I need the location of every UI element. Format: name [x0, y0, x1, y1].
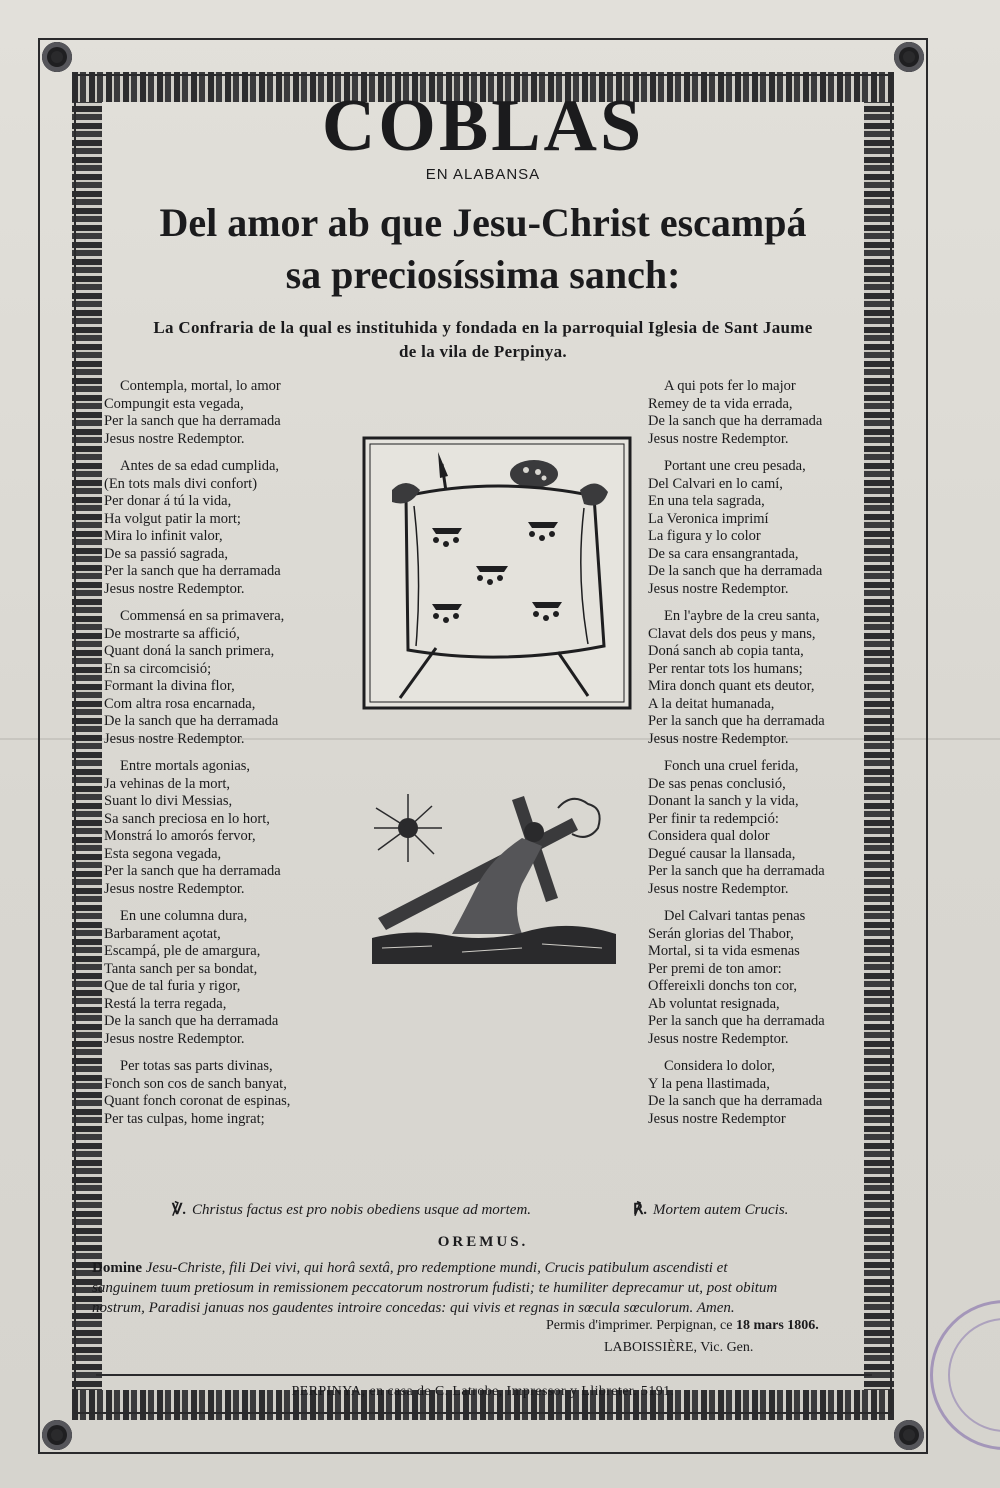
oremus-heading: OREMUS. — [437, 1234, 529, 1250]
verse-line: La Veronica imprimí — [648, 510, 769, 527]
verse-line: En una tela sagrada, — [648, 493, 765, 509]
verse-line: Quant doná la sanch primera, — [104, 643, 275, 659]
verse-line: De la sanch que ha derramada — [648, 413, 823, 429]
permis-text: Permis d'imprimer. Perpignan, ce — [546, 1318, 733, 1333]
verse-line: Per la sanch que ha derramada — [104, 863, 281, 879]
imprint-line: PERPINYA, en casa de C. Latrobe, Impressor y Llibreter. 5191. — [291, 1384, 675, 1399]
verse-line: Per la sanch que ha derramada — [648, 713, 825, 729]
verse-line: Per la sanch que ha derramada — [104, 413, 281, 429]
verse-line: De mostrarte sa affició, — [104, 625, 240, 642]
verse-line: Offereixli donchs ton cor, — [648, 978, 797, 994]
verse-line: Del Calvari tantas penas — [664, 908, 806, 924]
verse-line: Jesus nostre Redemptor. — [648, 430, 789, 447]
left-stanza — [104, 378, 354, 448]
response — [633, 1200, 788, 1219]
verse-line: Jesus nostre Redemptor. — [648, 730, 789, 747]
verse-line: Sa sanch preciosa en lo hort, — [104, 810, 270, 827]
verse-line: Per donar á tú la vida, — [104, 493, 232, 509]
verse-line: Jesus nostre Redemptor. — [648, 880, 789, 897]
verse-line: Jesus nostre Redemptor. — [104, 1030, 245, 1047]
verse-line: Per totas sas parts divinas, — [120, 1058, 273, 1074]
verse-line: De la sanch que ha derramada — [104, 713, 279, 729]
right-stanza — [648, 458, 878, 598]
verse-line: A la deitat humanada, — [648, 695, 775, 712]
versicle — [172, 1200, 531, 1219]
verse-line: Per la sanch que ha derramada — [648, 863, 825, 879]
verse-line: Compungit esta vegada, — [104, 395, 244, 412]
verse-line: Suant lo divi Messias, — [104, 793, 233, 809]
verse-line: De sa passió sagrada, — [104, 545, 229, 562]
verse-line: La figura y lo color — [648, 528, 761, 544]
verse-line: De sa cara ensangrantada, — [648, 545, 799, 562]
verse-line: Per la sanch que ha derramada — [104, 563, 281, 579]
left-stanza — [104, 758, 354, 898]
verse-line: Escampá, ple de amargura, — [104, 943, 261, 959]
verse-line: Considera lo dolor, — [664, 1058, 775, 1074]
right-stanza — [648, 378, 878, 448]
prayer-text — [92, 1258, 898, 1318]
corner-ornament-icon — [42, 1420, 72, 1450]
verse-line: Commensá en sa primavera, — [120, 608, 285, 624]
corner-ornament-icon — [894, 42, 924, 72]
verse-line: Mortal, si ta vida esmenas — [648, 943, 800, 959]
prayer-line-1 — [92, 1258, 898, 1278]
verse-line: Per la sanch que ha derramada — [648, 1013, 825, 1029]
verse-line: Del Calvari en lo camí, — [648, 475, 783, 492]
verse-line: Ja vehinas de la mort, — [104, 775, 231, 792]
verse-line: Jesus nostre Redemptor. — [104, 580, 245, 597]
verse-line: De sas penas conclusió, — [648, 775, 786, 792]
left-stanza — [104, 1058, 354, 1128]
verse-line: Jesus nostre Redemptor. — [648, 1030, 789, 1047]
verse-line: Formant la divina flor, — [104, 678, 235, 694]
prayer-opening: Domine — [92, 1260, 142, 1276]
verse-line: Esta segona vegada, — [104, 845, 222, 862]
verse-line: Considera qual dolor — [648, 828, 770, 844]
verse-line: Jesus nostre Redemptor — [648, 1110, 786, 1127]
imprint-rule — [96, 1374, 872, 1376]
versicle-text: Christus factus est pro nobis obediens usque ad mortem. — [192, 1202, 532, 1218]
verse-line: De la sanch que ha derramada — [104, 1013, 279, 1029]
verse-line: Per premi de ton amor: — [648, 960, 782, 977]
verses-right-column — [648, 378, 878, 1138]
verse-line: En sa circomcisió; — [104, 660, 212, 677]
verse-line: (En tots mals divi confort) — [104, 475, 258, 492]
verse-line: Barbarament açotat, — [104, 925, 221, 942]
verse-line: Que de tal furia y rigor, — [104, 978, 241, 994]
corner-ornament-icon — [42, 42, 72, 72]
verse-line: Portant une creu pesada, — [664, 458, 806, 474]
verse-line: Mira donch quant ets deutor, — [648, 678, 815, 694]
verse-line: Entre mortals agonias, — [120, 758, 251, 774]
left-stanza — [104, 458, 354, 598]
verse-line: Jesus nostre Redemptor. — [104, 730, 245, 747]
prayer-line-3: nostrum, Paradisi januas nos gaudentes introire concedas: qui vivis et regnas in sœcula sœculorum. Amen. — [92, 1300, 735, 1316]
verse-line: En une columna dura, — [120, 908, 248, 924]
verse-line: Degué causar la llansada, — [648, 845, 796, 862]
versicle-symbol: ℣. — [172, 1202, 187, 1218]
page-title: COBLAS — [321, 85, 645, 167]
verse-line: Restá la terra regada, — [104, 995, 227, 1012]
intro-line-1: La Confraria de la qual es instituhida y fondada en la parroquial Iglesia de Sant Jaume — [153, 318, 813, 337]
verse-line: Fonch una cruel ferida, — [664, 758, 799, 774]
verse-line: De la sanch que ha derramada — [648, 1093, 823, 1109]
printing-permission — [546, 1318, 819, 1334]
verse-line: Jesus nostre Redemptor. — [104, 430, 245, 447]
verse-line: Remey de ta vida errada, — [648, 395, 793, 412]
veil-woodcut-image — [362, 436, 632, 710]
verses-left-column — [104, 378, 354, 1138]
verse-line: Jesus nostre Redemptor. — [648, 580, 789, 597]
permis-date: 18 mars 1806. — [735, 1318, 819, 1333]
verse-line: Serán glorias del Thabor, — [648, 925, 794, 942]
verse-line: Per tas culpas, home ingrat; — [104, 1110, 265, 1127]
heading-line-2: sa preciosíssima sanch: — [285, 252, 681, 297]
verse-line: Clavat dels dos peus y mans, — [648, 625, 816, 642]
verse-line: Quant fonch coronat de espinas, — [104, 1093, 291, 1109]
right-stanza — [648, 908, 878, 1048]
verse-line: Mira lo infinit valor, — [104, 528, 223, 544]
verse-line: Jesus nostre Redemptor. — [104, 880, 245, 897]
left-stanza — [104, 908, 354, 1048]
intro-line-2: de la vila de Perpinya. — [399, 342, 567, 361]
verse-line: Monstrá lo amorós fervor, — [104, 828, 256, 844]
verse-line: Per finir ta redempció: — [648, 810, 779, 827]
vicar-signature: LABOISSIÈRE, Vic. Gen. — [604, 1340, 754, 1355]
prayer-line-1-text: Jesu-Christe, fili Dei vivi, qui horâ sextâ, pro redemptione mundi, Crucis patibulum ascendisti et — [145, 1260, 728, 1276]
verse-line: De la sanch que ha derramada — [648, 563, 823, 579]
response-symbol: ℟. — [633, 1202, 648, 1218]
christ-carrying-cross-image — [372, 788, 616, 964]
verse-line: Ha volgut patir la mort; — [104, 510, 241, 527]
right-stanza — [648, 1058, 878, 1128]
response-text: Mortem autem Crucis. — [653, 1202, 789, 1218]
heading-line-1: Del amor ab que Jesu-Christ escampá — [159, 200, 807, 245]
subtitle: EN ALABANSA — [425, 166, 541, 183]
verse-line: Per rentar tots los humans; — [648, 660, 803, 677]
prayer-line-2: sanguinem tuum pretiosum in remissionem peccatorum nostrorum fudisti; te humiliter deprecamur ut, post obitum — [92, 1280, 778, 1296]
verse-line: Donant la sanch y la vida, — [648, 793, 799, 809]
right-stanza — [648, 758, 878, 898]
corner-ornament-icon — [894, 1420, 924, 1450]
verse-line: Com altra rosa encarnada, — [104, 695, 256, 712]
verse-line: Contempla, mortal, lo amor — [120, 378, 281, 394]
verse-line: Ab voluntat resignada, — [648, 995, 780, 1012]
right-stanza — [648, 608, 878, 748]
verse-line: Antes de sa edad cumplida, — [120, 458, 280, 474]
left-stanza — [104, 608, 354, 748]
verse-line: Fonch son cos de sanch banyat, — [104, 1075, 287, 1092]
verse-line: En l'aybre de la creu santa, — [664, 608, 820, 624]
verse-line: Y la pena llastimada, — [648, 1075, 770, 1092]
verse-line: Tanta sanch per sa bondat, — [104, 960, 258, 977]
verse-line: A qui pots fer lo major — [664, 378, 796, 394]
verse-line: Doná sanch ab copia tanta, — [648, 643, 804, 659]
